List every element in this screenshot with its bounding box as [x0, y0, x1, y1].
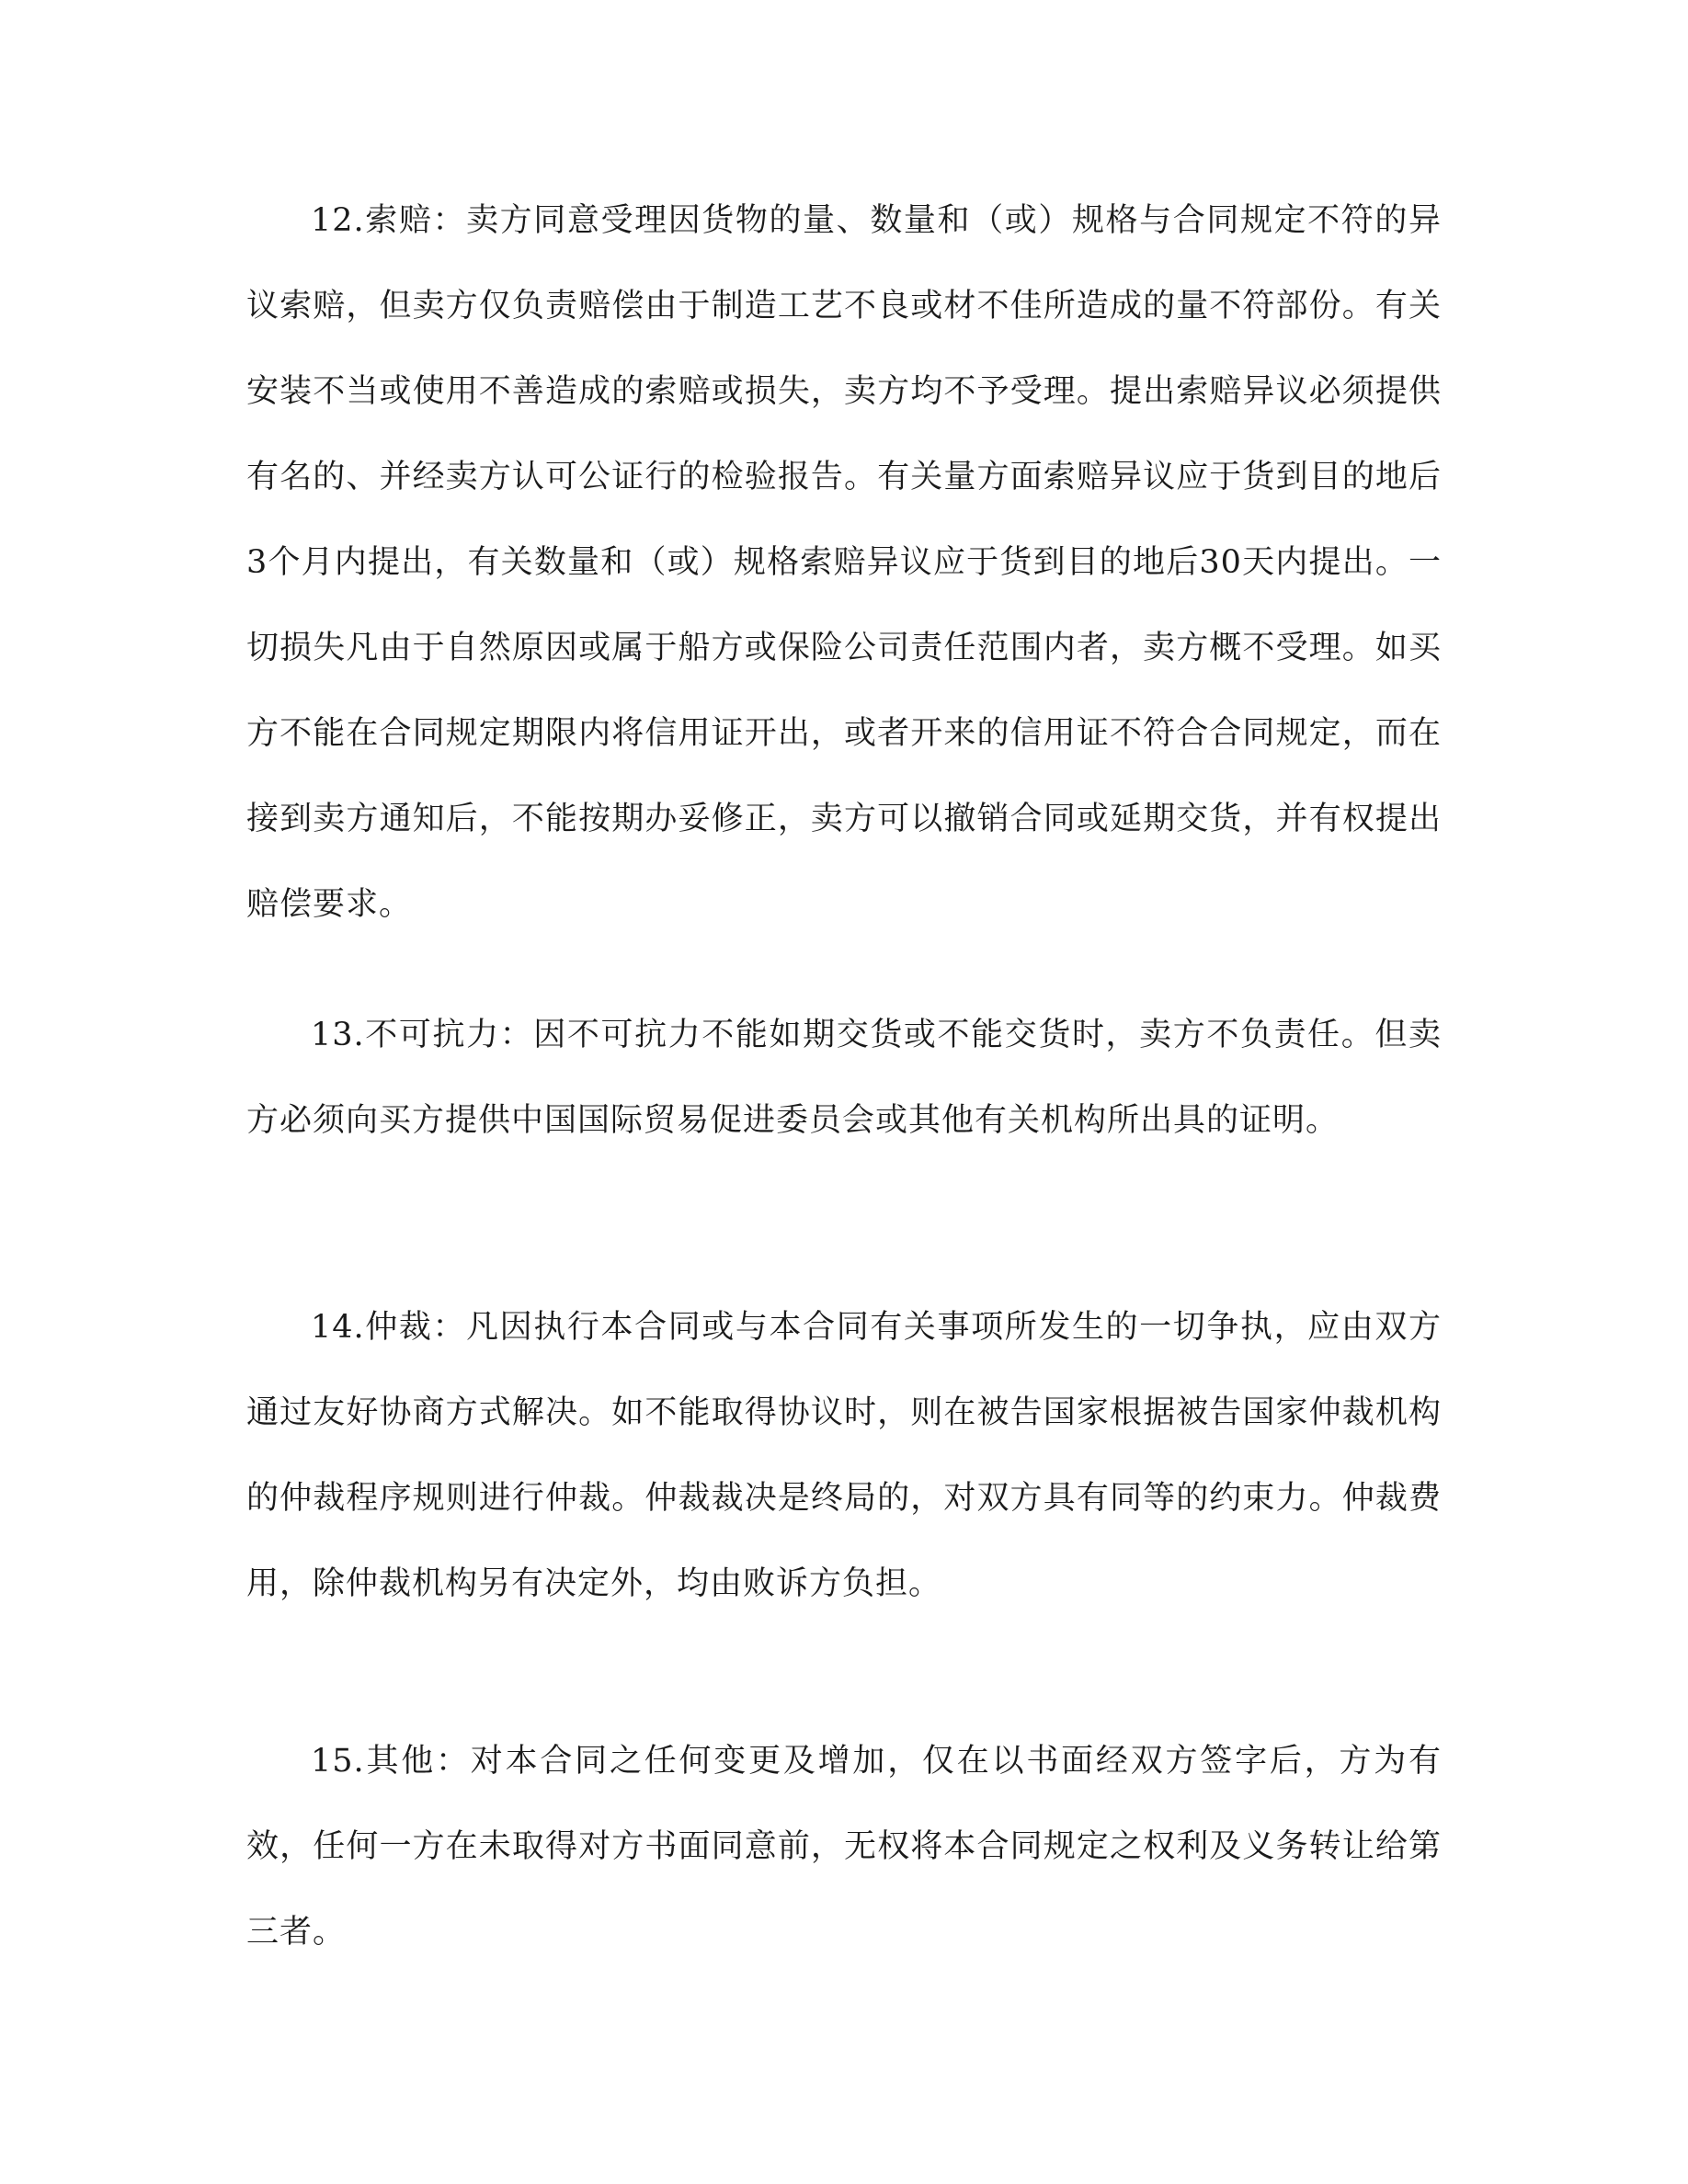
clause-14-arbitration: 14.仲裁：凡因执行本合同或与本合同有关事项所发生的一切争执，应由双方通过友好协商方式解决。如不能取得协议时，则在被告国家根据被告国家仲裁机构的仲裁程序规则进行仲裁。仲裁裁决是终局的，对双方具有同等的约束力。仲裁费用，除仲裁机构另有决定外，均由败诉方负担。	[246, 1309, 1442, 1602]
clause-15-other: 15.其他：对本合同之任何变更及增加，仅在以书面经双方签字后，方为有效，任何一方在未取得对方书面同意前，无权将本合同规定之权利及义务转让给第三者。	[246, 1743, 1442, 1951]
clause-13-force-majeure: 13.不可抗力：因不可抗力不能如期交货或不能交货时，卖方不负责任。但卖方必须向买方提供中国国际贸易促进委员会或其他有关机构所出具的证明。	[246, 1017, 1442, 1139]
clause-12-claims: 12.索赔：卖方同意受理因货物的量、数量和（或）规格与合同规定不符的异议索赔，但卖方仅负责赔偿由于制造工艺不良或材不佳所造成的量不符部份。有关安装不当或使用不善造成的索赔或损失，卖方均不予受理。提出索赔异议必须提供有名的、并经卖方认可公证行的检验报告。有关量方面索赔异议应于货到目的地后3个月内提出，有关数量和（或）规格索赔异议应于货到目的地后30天内提出。一切损失凡由于自然原因或属于船方或保险公司责任范围内者，卖方概不受理。如买方不能在合同规定期限内将信用证开出，或者开来的信用证不符合合同规定，而在接到卖方通知后，不能按期办妥修正，卖方可以撤销合同或延期交货，并有权提出赔偿要求。	[246, 202, 1442, 923]
